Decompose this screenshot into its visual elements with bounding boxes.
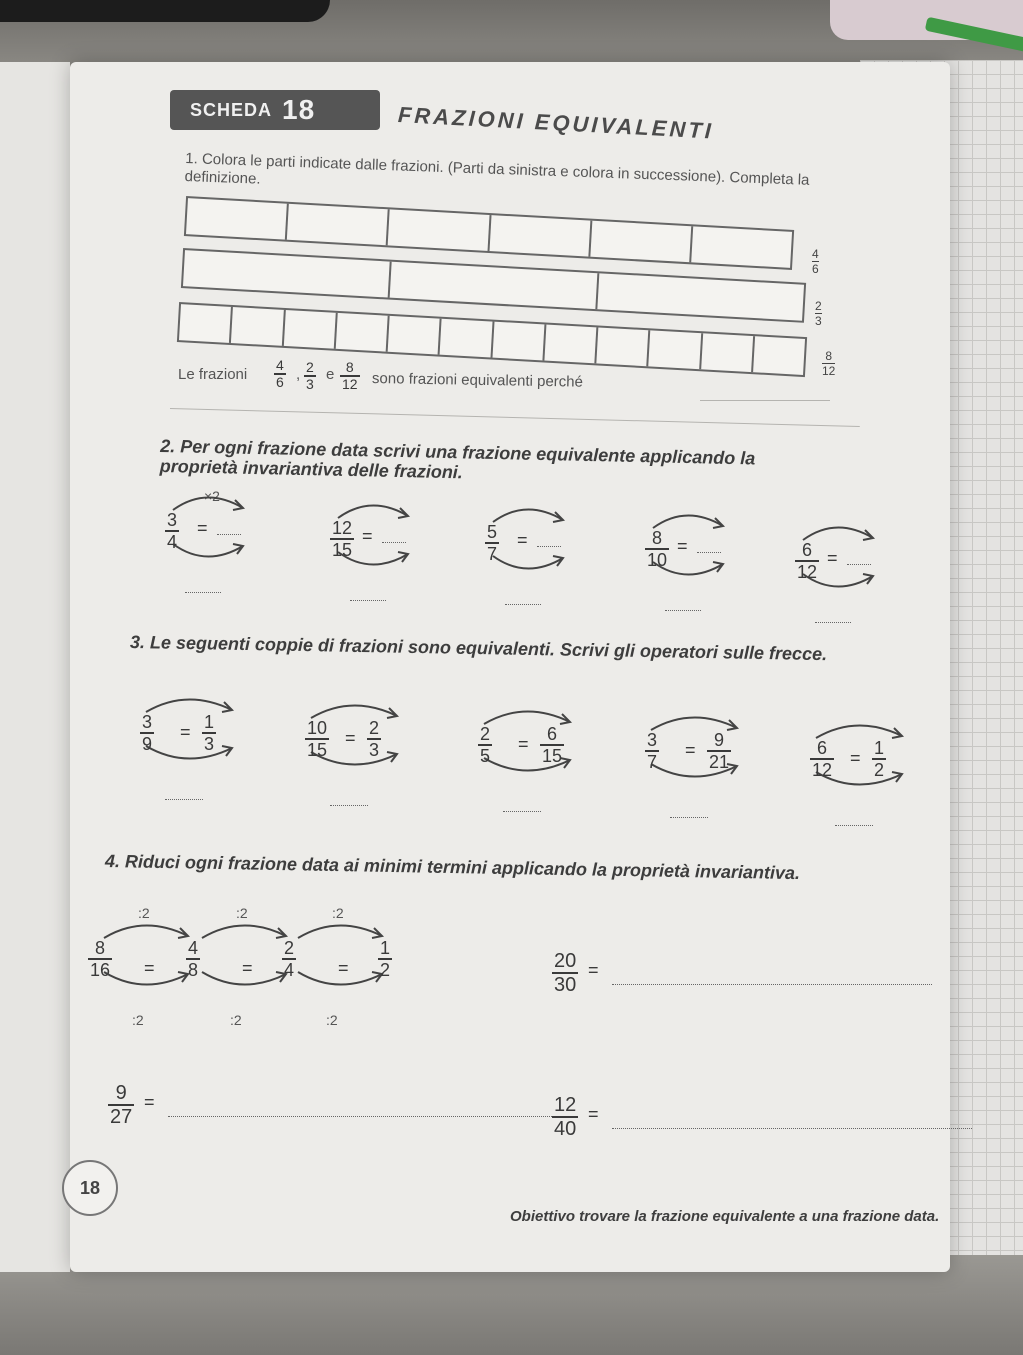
definition-suffix: sono frazioni equivalenti perché <box>371 370 584 391</box>
equals-sign: = <box>197 518 208 538</box>
operator-arrows <box>169 480 263 570</box>
fraction <box>485 522 499 564</box>
definition-prefix: Le frazioni <box>178 366 248 383</box>
denominator: 9 <box>142 734 153 754</box>
denominator: 15 <box>542 746 563 766</box>
definition-fraction: $\frac{2}{3}$ <box>306 359 314 392</box>
equals-sign: = <box>685 740 696 760</box>
denominator: 12 <box>797 562 818 582</box>
fraction <box>478 724 492 766</box>
equals-sign: = <box>850 748 861 768</box>
top-arrow <box>298 925 382 938</box>
numerator: 3 <box>647 730 658 750</box>
answer-blank[interactable] <box>537 544 561 547</box>
numerator: 12 <box>332 518 353 538</box>
exercise3-instruction: 3. Le seguenti coppie di frazioni sono equivalenti. Scrivi gli operatori sulle frecce. <box>129 632 828 665</box>
equals-sign: = <box>338 958 349 978</box>
denominator: 2 <box>380 960 391 980</box>
numerator: 2 <box>480 724 491 744</box>
bar-cell[interactable] <box>753 336 805 375</box>
fraction <box>552 1094 578 1140</box>
operator-label: :2 <box>138 905 150 921</box>
exercise4-instruction: 4. Riduci ogni frazione data ai minimi termini applicando la proprietà invariantiva. <box>104 851 801 884</box>
numerator: 20 <box>554 950 577 972</box>
answer-blank[interactable] <box>612 982 932 985</box>
top-arrow <box>816 725 902 738</box>
bar-cell[interactable] <box>287 204 390 246</box>
bar-cell[interactable] <box>691 226 792 267</box>
answer-blank[interactable] <box>382 540 406 543</box>
bar-cell[interactable] <box>335 313 389 352</box>
answer-blank[interactable] <box>847 562 871 565</box>
top-arrow <box>311 705 397 718</box>
page-number: 18 <box>62 1160 118 1216</box>
answer-blank[interactable] <box>217 532 241 535</box>
bar-label-fraction: 4 6 <box>812 247 819 276</box>
operator-arrows <box>480 694 590 784</box>
operator-label: :2 <box>132 1012 144 1028</box>
numerator: 3 <box>142 712 153 732</box>
numerator: 5 <box>487 522 498 542</box>
numerator: 6 <box>547 724 558 744</box>
top-arrow <box>484 711 570 724</box>
bar-cell[interactable] <box>440 319 494 358</box>
equals-sign: = <box>588 1104 599 1124</box>
operator-blank[interactable] <box>185 590 221 593</box>
answer-blank[interactable] <box>697 550 721 553</box>
bar-cell[interactable] <box>489 215 592 257</box>
fraction <box>645 730 659 772</box>
fraction <box>645 528 669 570</box>
answer-line[interactable] <box>700 400 830 401</box>
denominator: 10 <box>647 550 668 570</box>
answer-blank[interactable] <box>168 1114 558 1117</box>
definition-fraction: $\frac{4}{6}$ <box>276 357 284 390</box>
sheet-edge <box>0 62 70 1272</box>
fraction <box>795 540 819 582</box>
fraction <box>540 724 564 766</box>
operator-blank[interactable] <box>330 803 368 806</box>
bar-cell[interactable] <box>596 327 650 366</box>
top-arrow <box>146 699 232 712</box>
exercise1-instruction: 1. Colora le parti indicate dalle frazioni. (Parti da sinistra e colora in successione). Completa la definizione. <box>184 150 810 189</box>
fraction <box>367 718 381 760</box>
equals-sign: = <box>180 722 191 742</box>
top-arrow <box>202 925 286 938</box>
denominator: 4 <box>167 532 178 552</box>
badge-number: 18 <box>282 94 316 125</box>
denominator: 21 <box>709 752 730 772</box>
bar-cell[interactable] <box>179 304 233 343</box>
equals-sign: = <box>242 958 253 978</box>
denominator: 7 <box>487 544 498 564</box>
definition-fraction: $\frac{8}{12}$ <box>342 359 358 392</box>
operator-arrows <box>142 682 252 772</box>
numerator: 3 <box>167 510 178 530</box>
numerator: 12 <box>554 1094 577 1116</box>
operator-arrows <box>647 700 757 790</box>
bar-cell[interactable] <box>283 310 337 349</box>
fraction <box>165 510 179 552</box>
numerator: 1 <box>380 938 391 958</box>
operator-label: :2 <box>326 1012 338 1028</box>
numerator: 8 <box>95 938 106 958</box>
numerator: 10 <box>307 718 328 738</box>
scheda-badge <box>170 90 380 130</box>
numerator: 4 <box>188 938 199 958</box>
fraction <box>202 712 216 754</box>
denominator: 7 <box>647 752 658 772</box>
fraction <box>552 950 578 996</box>
operator-blank[interactable] <box>670 815 708 818</box>
bar-cell[interactable] <box>492 322 546 361</box>
bottom-arrow <box>173 544 243 557</box>
denominator: 27 <box>110 1106 133 1128</box>
operator-blank[interactable] <box>505 602 541 605</box>
numerator: 9 <box>115 1082 127 1104</box>
definition-separator: , <box>296 366 301 383</box>
sheet-title: FRAZIONI EQUIVALENTI <box>397 102 715 144</box>
equals-sign: = <box>144 958 155 978</box>
fraction <box>872 738 886 780</box>
example-operator: ×2 <box>204 488 220 504</box>
fraction <box>810 738 834 780</box>
denominator: 3 <box>369 740 380 760</box>
operator-arrows <box>489 492 583 582</box>
numerator: 1 <box>204 712 215 732</box>
bar-cell[interactable] <box>590 221 693 263</box>
operator-label: :2 <box>332 905 344 921</box>
denominator: 16 <box>90 960 111 980</box>
fraction <box>330 518 354 560</box>
equals-sign: = <box>517 530 528 550</box>
operator-blank[interactable] <box>503 809 541 812</box>
operator-blank[interactable] <box>665 608 701 611</box>
operator-blank[interactable] <box>165 797 203 800</box>
top-arrow <box>493 509 563 522</box>
top-arrow <box>651 717 737 730</box>
fraction <box>140 712 154 754</box>
top-arrow <box>104 925 188 938</box>
denominator: 8 <box>188 960 199 980</box>
denominator: 4 <box>284 960 295 980</box>
top-arrow <box>173 497 243 510</box>
operator-blank[interactable] <box>835 823 873 826</box>
objective-text: Obiettivo trovare la frazione equivalente a una frazione data. <box>510 1208 940 1225</box>
numerator: 9 <box>714 730 725 750</box>
bottom-arrow <box>493 556 563 569</box>
fraction <box>707 730 731 772</box>
equals-sign: = <box>144 1092 155 1112</box>
numerator: 1 <box>874 738 885 758</box>
top-arrow <box>803 527 873 540</box>
denominator: 40 <box>554 1118 577 1140</box>
denominator: 12 <box>812 760 833 780</box>
operator-blank[interactable] <box>815 620 851 623</box>
numerator: 6 <box>802 540 813 560</box>
numerator: 2 <box>284 938 295 958</box>
definition-separator: e <box>326 366 335 383</box>
bar-label-fraction: 8 12 <box>822 349 836 378</box>
top-arrow <box>338 505 408 518</box>
dark-object <box>0 0 330 22</box>
fraction <box>378 938 392 980</box>
operator-label: :2 <box>236 905 248 921</box>
operator-blank[interactable] <box>350 598 386 601</box>
equals-sign: = <box>362 526 373 546</box>
equals-sign: = <box>827 548 838 568</box>
bar-cell[interactable] <box>186 198 289 240</box>
fraction <box>108 1082 134 1128</box>
denominator: 2 <box>874 760 885 780</box>
denominator: 15 <box>332 540 353 560</box>
equals-sign: = <box>588 960 599 980</box>
equals-sign: = <box>518 734 529 754</box>
bar-label-fraction: 2 3 <box>815 299 822 328</box>
bar-cell[interactable] <box>544 325 598 364</box>
bar-cell[interactable] <box>388 316 442 355</box>
denominator: 30 <box>554 974 577 996</box>
bar-cell[interactable] <box>649 330 703 369</box>
denominator: 5 <box>480 746 491 766</box>
bottom-arrow <box>146 746 232 759</box>
equals-sign: = <box>345 728 356 748</box>
denominator: 15 <box>307 740 328 760</box>
operator-label: :2 <box>230 1012 242 1028</box>
exercise2-instruction: 2. Per ogni frazione data scrivi una frazione equivalente applicando la proprietà invariantiva delle frazioni. <box>159 436 756 483</box>
bar-cell[interactable] <box>701 333 755 372</box>
fraction <box>305 718 329 760</box>
equals-sign: = <box>677 536 688 556</box>
numerator: 2 <box>369 718 380 738</box>
top-arrow <box>653 515 723 528</box>
answer-blank[interactable] <box>612 1126 972 1129</box>
bar-cell[interactable] <box>388 209 491 251</box>
badge-label: SCHEDA <box>190 99 273 120</box>
numerator: 8 <box>652 528 663 548</box>
denominator: 3 <box>204 734 215 754</box>
numerator: 6 <box>817 738 828 758</box>
bar-cell[interactable] <box>231 307 285 346</box>
